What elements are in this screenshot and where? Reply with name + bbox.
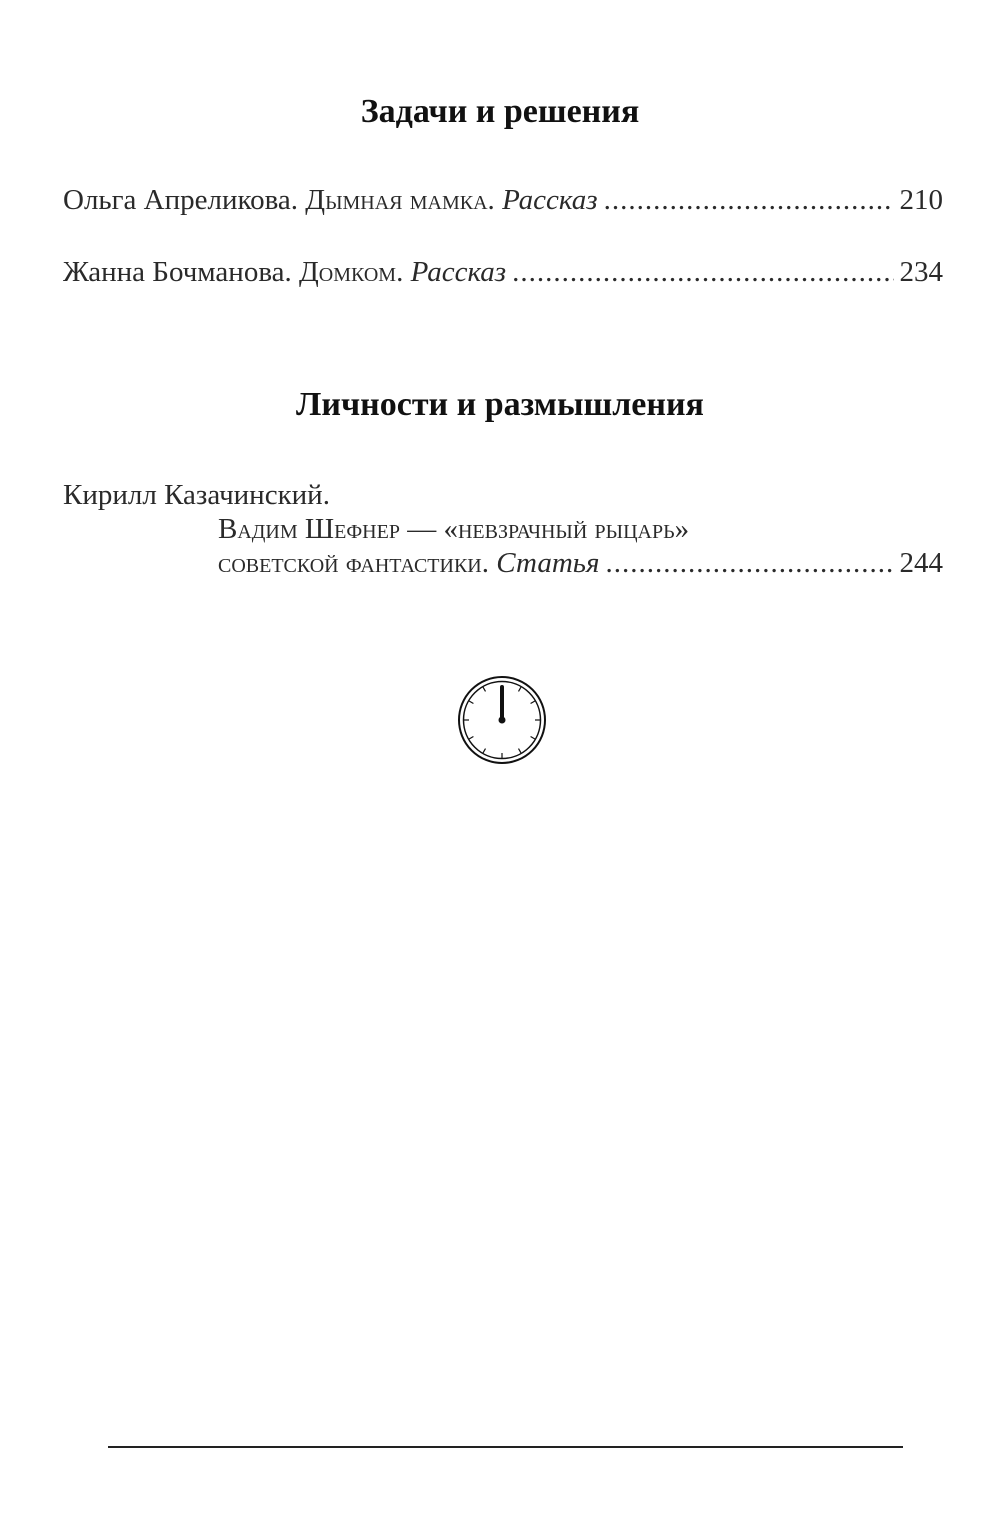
toc-entry[interactable] <box>63 478 943 580</box>
dot-leader <box>605 546 893 580</box>
entry-page-number: 234 <box>899 256 943 288</box>
entry-genre: Рассказ <box>410 256 507 288</box>
toc-line <box>63 255 943 289</box>
clock-tick <box>483 687 486 691</box>
clock-tick <box>531 701 535 704</box>
toc-entry[interactable] <box>63 255 943 289</box>
entry-title-line-2: советской фантастики. <box>218 547 490 579</box>
section-title-tasks: Задачи и решения <box>360 93 640 130</box>
entry-genre: Статья <box>496 547 600 579</box>
clock-tick <box>531 737 535 740</box>
entry-genre: Рассказ <box>502 184 598 216</box>
clock-tick <box>519 687 522 691</box>
clock-tick <box>519 749 522 753</box>
entry-author: Кирилл Казачинский. <box>63 479 330 511</box>
clock-tick <box>469 701 473 704</box>
entry-page-number: 210 <box>899 184 943 216</box>
entry-title: Дымная мамка. <box>305 184 495 216</box>
footer-rule <box>108 1446 903 1448</box>
entry-title-line-1: Вадим Шефнер — «невзрачный рыцарь» <box>218 513 690 545</box>
dot-leader <box>512 255 893 289</box>
clock-icon <box>457 675 547 765</box>
clock-center <box>499 717 506 724</box>
dot-leader <box>604 183 894 217</box>
entry-author: Жанна Бочманова. <box>63 256 292 288</box>
toc-line <box>63 546 943 580</box>
clock-tick <box>469 737 473 740</box>
toc-entry[interactable] <box>63 183 943 217</box>
toc-line <box>63 183 943 217</box>
clock-tick <box>483 749 486 753</box>
entry-author: Ольга Апреликова. <box>63 184 299 216</box>
toc-line <box>63 478 943 512</box>
entry-title: Домком. <box>299 256 404 288</box>
toc-line <box>63 512 943 546</box>
section-title-personalities: Личности и размышления <box>296 386 704 423</box>
entry-page-number: 244 <box>899 547 943 579</box>
